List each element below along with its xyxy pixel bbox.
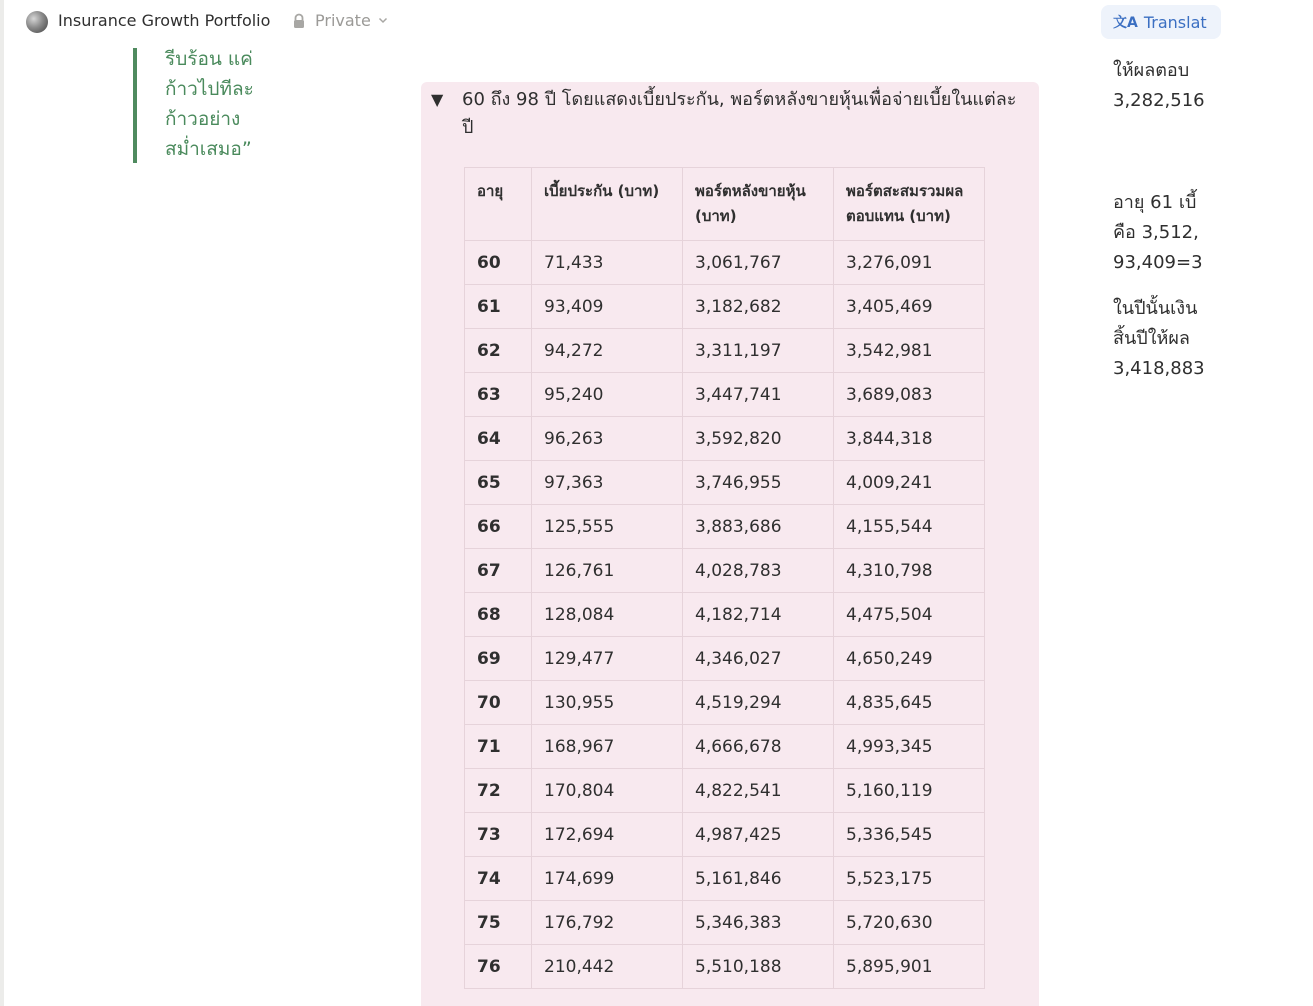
table-row: [465, 857, 985, 901]
right-text-line: ในปีนั้นเงิน: [1113, 298, 1198, 319]
table-body: [465, 241, 985, 989]
portfolio-cell[interactable]: 3,746,955: [683, 461, 834, 505]
age-cell[interactable]: 60: [465, 241, 532, 285]
workspace-icon[interactable]: [26, 11, 48, 33]
cumulative-cell[interactable]: 3,405,469: [834, 285, 985, 329]
premium-cell[interactable]: 126,761: [532, 549, 683, 593]
data-table: [464, 167, 985, 989]
premium-cell[interactable]: 93,409: [532, 285, 683, 329]
portfolio-cell[interactable]: 4,028,783: [683, 549, 834, 593]
cumulative-cell[interactable]: 4,009,241: [834, 461, 985, 505]
age-cell[interactable]: 73: [465, 813, 532, 857]
cumulative-cell[interactable]: 5,160,119: [834, 769, 985, 813]
cumulative-cell[interactable]: 5,720,630: [834, 901, 985, 945]
cumulative-cell[interactable]: 3,844,318: [834, 417, 985, 461]
premium-cell[interactable]: 170,804: [532, 769, 683, 813]
portfolio-cell[interactable]: 3,061,767: [683, 241, 834, 285]
toggle-block: [421, 82, 1039, 1006]
premium-cell[interactable]: 128,084: [532, 593, 683, 637]
table-row: [465, 637, 985, 681]
quote-bar: [133, 48, 137, 163]
translate-icon: 文A: [1113, 15, 1138, 31]
toggle-arrow-icon[interactable]: ▼: [431, 90, 444, 109]
table-row: [465, 549, 985, 593]
right-text-line: 3,418,883: [1113, 358, 1205, 379]
cumulative-cell[interactable]: 3,542,981: [834, 329, 985, 373]
age-cell[interactable]: 70: [465, 681, 532, 725]
table-row: [465, 373, 985, 417]
toggle-title[interactable]: 60 ถึง 98 ปี โดยแสดงเบี้ยประกัน, พอร์ตหลังขายหุ้นเพื่อจ่ายเบี้ยในแต่ละปี: [462, 89, 1017, 138]
table-row: [465, 769, 985, 813]
age-cell[interactable]: 63: [465, 373, 532, 417]
table-row: [465, 461, 985, 505]
portfolio-cell[interactable]: 3,182,682: [683, 285, 834, 329]
cumulative-cell[interactable]: 5,336,545: [834, 813, 985, 857]
table-row: [465, 505, 985, 549]
cumulative-cell[interactable]: 4,155,544: [834, 505, 985, 549]
premium-cell[interactable]: 172,694: [532, 813, 683, 857]
portfolio-cell[interactable]: 3,447,741: [683, 373, 834, 417]
cumulative-cell[interactable]: 4,650,249: [834, 637, 985, 681]
age-cell[interactable]: 72: [465, 769, 532, 813]
right-text-line: 3,282,516: [1113, 90, 1205, 111]
premium-cell[interactable]: 168,967: [532, 725, 683, 769]
cumulative-cell[interactable]: 4,993,345: [834, 725, 985, 769]
age-cell[interactable]: 66: [465, 505, 532, 549]
translate-label: Translat: [1143, 12, 1207, 32]
age-cell[interactable]: 64: [465, 417, 532, 461]
quote-line: สม่ำเสมอ”: [165, 138, 252, 160]
age-cell[interactable]: 75: [465, 901, 532, 945]
right-column-text: [1113, 0, 1205, 1006]
lock-icon: [291, 13, 307, 29]
portfolio-cell[interactable]: 3,311,197: [683, 329, 834, 373]
table-header-row: [465, 168, 985, 241]
header-portfolio-after-sale[interactable]: พอร์ตหลังขายหุ้น (บาท): [683, 168, 834, 241]
portfolio-cell[interactable]: 5,510,188: [683, 945, 834, 989]
premium-cell[interactable]: 176,792: [532, 901, 683, 945]
portfolio-cell[interactable]: 4,519,294: [683, 681, 834, 725]
page-title[interactable]: Insurance Growth Portfolio: [58, 11, 271, 30]
portfolio-cell[interactable]: 3,592,820: [683, 417, 834, 461]
table-row: [465, 725, 985, 769]
quote-text: [165, 44, 275, 164]
premium-cell[interactable]: 94,272: [532, 329, 683, 373]
cumulative-cell[interactable]: 4,310,798: [834, 549, 985, 593]
age-cell[interactable]: 69: [465, 637, 532, 681]
age-cell[interactable]: 71: [465, 725, 532, 769]
portfolio-cell[interactable]: 5,161,846: [683, 857, 834, 901]
premium-cell[interactable]: 129,477: [532, 637, 683, 681]
premium-cell[interactable]: 174,699: [532, 857, 683, 901]
cumulative-cell[interactable]: 4,475,504: [834, 593, 985, 637]
premium-cell[interactable]: 125,555: [532, 505, 683, 549]
header-cumulative-portfolio[interactable]: พอร์ตสะสมรวมผลตอบแทน (บาท): [834, 168, 985, 241]
right-text-line: สิ้นปีให้ผล: [1113, 328, 1190, 349]
cumulative-cell[interactable]: 3,689,083: [834, 373, 985, 417]
right-text-line: อายุ 61 เบี้: [1113, 192, 1197, 213]
age-cell[interactable]: 67: [465, 549, 532, 593]
header-premium[interactable]: เบี้ยประกัน (บาท): [532, 168, 683, 241]
premium-cell[interactable]: 95,240: [532, 373, 683, 417]
cumulative-cell[interactable]: 5,895,901: [834, 945, 985, 989]
age-cell[interactable]: 76: [465, 945, 532, 989]
portfolio-cell[interactable]: 4,987,425: [683, 813, 834, 857]
premium-cell[interactable]: 130,955: [532, 681, 683, 725]
table-row: [465, 329, 985, 373]
portfolio-cell[interactable]: 4,666,678: [683, 725, 834, 769]
portfolio-cell[interactable]: 3,883,686: [683, 505, 834, 549]
top-bar: [0, 0, 1207, 44]
header-age[interactable]: อายุ: [465, 168, 532, 241]
premium-cell[interactable]: 210,442: [532, 945, 683, 989]
cumulative-cell[interactable]: 3,276,091: [834, 241, 985, 285]
age-cell[interactable]: 62: [465, 329, 532, 373]
window-left-edge: [0, 0, 4, 1006]
table-row: [465, 813, 985, 857]
premium-cell[interactable]: 96,263: [532, 417, 683, 461]
table-row: [465, 593, 985, 637]
quote-line: ก้าวอย่าง: [165, 108, 241, 130]
portfolio-cell[interactable]: 4,182,714: [683, 593, 834, 637]
table-row: [465, 901, 985, 945]
table-row: [465, 417, 985, 461]
age-cell[interactable]: 68: [465, 593, 532, 637]
table-row: [465, 945, 985, 989]
cumulative-cell[interactable]: 4,835,645: [834, 681, 985, 725]
right-text-line: 93,409=3: [1113, 252, 1203, 273]
table-row: [465, 681, 985, 725]
table-row: [465, 285, 985, 329]
portfolio-cell[interactable]: 4,346,027: [683, 637, 834, 681]
table-row: [465, 241, 985, 285]
portfolio-cell[interactable]: 5,346,383: [683, 901, 834, 945]
quote-line: ก้าวไปทีละ: [165, 78, 254, 100]
age-cell[interactable]: 65: [465, 461, 532, 505]
quote-line: รีบร้อน แค่: [165, 48, 253, 70]
premium-cell[interactable]: 71,433: [532, 241, 683, 285]
right-text-line: คือ 3,512,: [1113, 222, 1199, 243]
cumulative-cell[interactable]: 5,523,175: [834, 857, 985, 901]
premium-cell[interactable]: 97,363: [532, 461, 683, 505]
portfolio-cell[interactable]: 4,822,541: [683, 769, 834, 813]
chevron-down-icon[interactable]: [377, 14, 389, 26]
age-cell[interactable]: 61: [465, 285, 532, 329]
age-cell[interactable]: 74: [465, 857, 532, 901]
privacy-label[interactable]: Private: [315, 11, 371, 30]
right-text-line: ให้ผลตอบ: [1113, 60, 1190, 81]
